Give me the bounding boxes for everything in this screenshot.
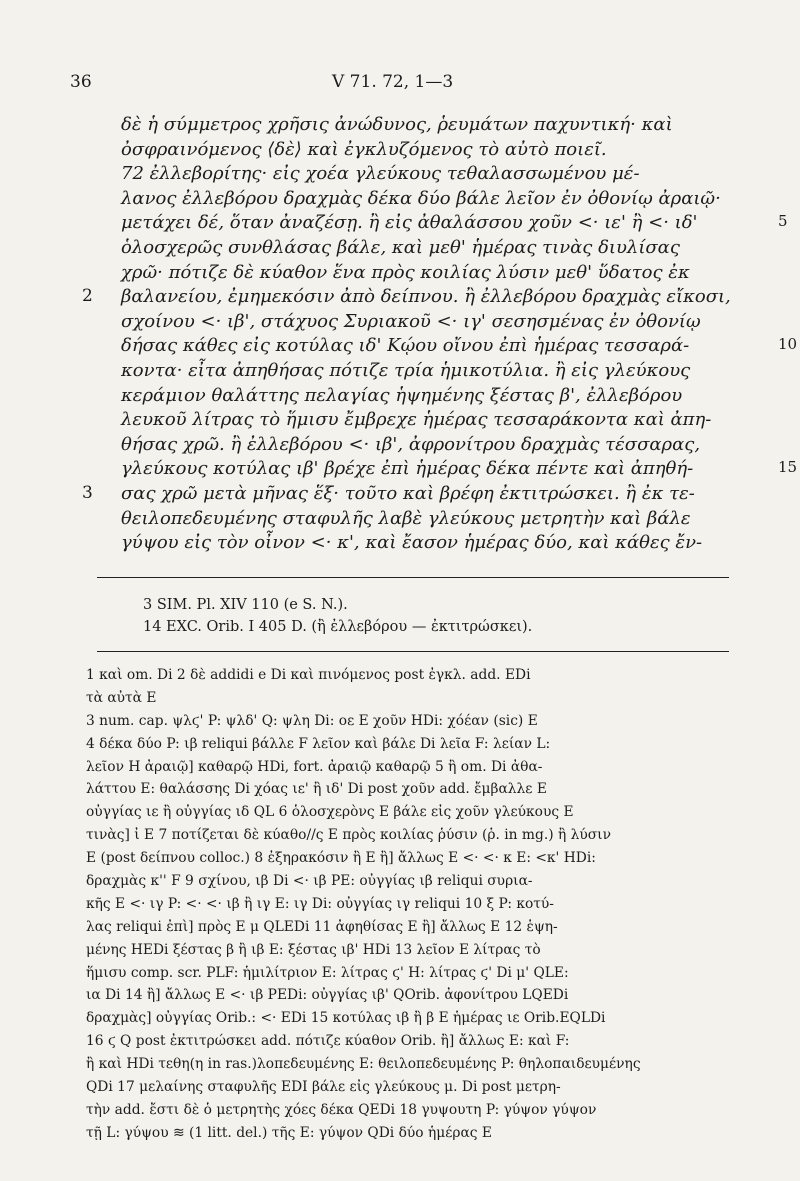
apparatus-line: [0, 827, 800, 850]
apparatus-text: λεῖον H ἀραιῷ] καθαρῷ HDi, fort. ἀραιῷ καθαρῷ 5 ἢ om. Di ἀθα-: [86, 758, 543, 775]
apparatus-text: ἥμισυ comp. scr. PLF: ἡμιλίτριον E: λίτρας ϛ' H: λίτρας ϛ' Di μ' QLE:: [86, 964, 569, 981]
line-number: 10: [778, 335, 798, 354]
line-text: δὲ ἡ σύμμετρος χρῆσις ἀνώδυνος, ῥευμάτων παχυντική· καὶ: [121, 114, 673, 135]
text-line: [0, 483, 800, 508]
running-title: V 71. 72, 1—3: [332, 72, 454, 92]
text-line: [0, 114, 800, 139]
apparatus-text: 1 καὶ om. Di 2 δὲ addidi e Di καὶ πινόμενος post ἐγκλ. add. EDi: [86, 667, 531, 683]
main-text: [0, 114, 800, 557]
apparatus-line: [0, 850, 800, 873]
apparatus-text: 3 num. cap. ψλϛ' P: ψλδ' Q: ψλη Di: οε E χοῦν HDi: χόέαν (sic) E: [86, 712, 538, 729]
apparatus-text: οὐγγίας ιε ἢ οὐγγίας ιδ QL 6 ὁλοσχερὸνς E βάλε εἰς χοῦν γλεύκους E: [86, 804, 574, 821]
section-number: 3: [82, 482, 93, 503]
apparatus-text: δραχμὰς κ'' F 9 σχίνου, ιβ Di <· ιβ PE: οὐγγίας ιβ reliqui συρια-: [86, 873, 533, 890]
text-line: [0, 188, 800, 213]
sources-rule: [97, 651, 729, 652]
apparatus-line: [0, 759, 800, 782]
apparatus-line: [0, 1079, 800, 1102]
apparatus-line: [0, 873, 800, 896]
text-line: [0, 286, 800, 311]
line-text: κοντα· εἶτα ἀπηθήσας πότιζε τρία ἡμικοτύλια. ἢ εἰς γλεύκους: [121, 359, 691, 381]
apparatus-line: [0, 965, 800, 988]
line-text: μετάχει δέ, ὅταν ἀναζέσῃ. ἢ εἰς ἀθαλάσσου χοῦν <· ιε' ἢ <· ιδ': [121, 212, 698, 234]
text-line: [0, 335, 800, 360]
apparatus-line: [0, 1010, 800, 1033]
section-number: 2: [82, 286, 93, 307]
apparatus-line: [0, 713, 800, 736]
text-line: [0, 237, 800, 262]
line-text: γύψου εἰς τὸν οἶνον <· κ', καὶ ἔασον ἡμέρας δύο, καὶ κάθες ἔν-: [121, 532, 703, 554]
apparatus-line: [0, 942, 800, 965]
line-text: γλεύκους κοτύλας ιβ' βρέχε ἐπὶ ἡμέρας δέκα πέντε καὶ ἀπηθή-: [121, 458, 694, 480]
line-text: λευκοῦ λίτρας τὸ ἥμισυ ἔμβρεχε ἡμέρας τεσσαράκοντα καὶ ἀπη-: [121, 409, 712, 431]
line-text: σας χρῶ μετὰ μῆνας ἕξ· τοῦτο καὶ βρέφη ἐκτιτρώσκει. ἢ ἐκ τε-: [121, 482, 695, 504]
text-line: [0, 532, 800, 557]
line-text: χρῶ· πότιζε δὲ κύαθον ἕνα πρὸς κοιλίας λύσιν μεθ' ὕδατος ἐκ: [121, 261, 690, 283]
apparatus-text: ἢ καὶ HDi τεθη(η in ras.)λοπεδευμένης E: θειλοπεδευμένης P: θηλοπαιδευμένης: [86, 1056, 641, 1073]
source-line: [0, 619, 800, 641]
line-number: 15: [778, 458, 798, 477]
apparatus-line: [0, 987, 800, 1010]
apparatus-text: κῆς E <· ιγ P: <· <· ιβ ἢ ιγ E: ιγ Di: οὐγγίας ιγ reliqui 10 ξ P: κοτύ-: [86, 895, 554, 912]
text-line: [0, 385, 800, 410]
page-number: 36: [70, 72, 92, 92]
apparatus-text: τῇ L: γύψου ≋ (1 litt. del.) τῆς E: γύψον QDi δύο ἡμέρας E: [86, 1124, 492, 1141]
text-line: [0, 409, 800, 434]
line-text: 72 ἐλλεβορίτης· εἰς χοέα γλεύκους τεθαλασσωμένου μέ-: [121, 163, 640, 185]
line-text: ὀσφραινόμενος ⟨δὲ⟩ καὶ ἐγκλυζόμενος τὸ αὐτὸ ποιεῖ.: [121, 138, 607, 160]
text-line: [0, 458, 800, 483]
page-header: [0, 72, 800, 96]
apparatus-text: μένης HEDi ξέστας β ἢ ιβ E: ξέστας ιβ' HDi 13 λεῖον E λίτρας τὸ: [86, 941, 541, 958]
text-line: [0, 360, 800, 385]
sources-block: [0, 597, 800, 641]
apparatus-text: λας reliqui ἐπὶ] πρὸς E μ QLEDi 11 ἀφηθίσας E ἢ] ἄλλως E 12 ἑψη-: [86, 918, 558, 935]
line-text: σχοίνου <· ιβ', στάχυος Συριακοῦ <· ιγ' σεσησμένας ἐν ὀθονίῳ: [121, 310, 701, 332]
apparatus-text: E (post δείπνου colloc.) 8 ἐξηρακόσιν ἢ E ἢ] ἄλλως E <· <· κ E: <κ' HDi:: [86, 850, 596, 867]
apparatus-line: [0, 919, 800, 942]
apparatus-text: 4 δέκα δύο P: ιβ reliqui βάλλε F λεῖον καὶ βάλε Di λεῖα F: λείαν L:: [86, 735, 551, 752]
apparatus-line: [0, 690, 800, 713]
apparatus-text: ια Di 14 ἢ] ἄλλως E <· ιβ PEDi: οὐγγίας ιβ' QOrib. ἀφονίτρου LQEDi: [86, 987, 569, 1004]
critical-apparatus: [0, 667, 800, 1148]
apparatus-line: [0, 1033, 800, 1056]
apparatus-line: [0, 804, 800, 827]
apparatus-text: δραχμὰς] οὐγγίας Orib.: <· EDi 15 κοτύλας ιβ ἢ β E ἡμέρας ιε Orib.EQLDi: [86, 1010, 606, 1027]
apparatus-text: τὴν add. ἔστι δὲ ὁ μετρητὴς χόες δέκα QEDi 18 γυψουτη P: γύψον γύψον: [86, 1101, 597, 1118]
text-line: [0, 434, 800, 459]
apparatus-text: τὰ αὐτὰ E: [86, 689, 157, 706]
line-text: ὁλοσχερῶς συνθλάσας βάλε, καὶ μεθ' ἡμέρας τινὰς διυλίσας: [121, 236, 680, 258]
text-line: [0, 212, 800, 237]
line-text: λανος ἐλλεβόρου δραχμὰς δέκα δύο βάλε λεῖον ἐν ὀθονίῳ ἀραιῷ·: [121, 187, 721, 209]
apparatus-text: λάττου E: θαλάσσης Di χόας ιε' ἢ ιδ' Di post χοῦν add. ἔμβαλλε E: [86, 781, 547, 798]
line-text: θήσας χρῶ. ἢ ἐλλεβόρου <· ιβ', ἀφρονίτρου δραχμὰς τέσσαρας,: [121, 433, 701, 455]
apparatus-line: [0, 896, 800, 919]
text-line: [0, 262, 800, 287]
line-number: 5: [778, 212, 788, 231]
apparatus-line: [0, 1125, 800, 1148]
text-line: [0, 139, 800, 164]
apparatus-line: [0, 1102, 800, 1125]
apparatus-text: 16 ϛ Q post ἐκτιτρώσκει add. πότιζε κύαθον Orib. ἢ] ἄλλως E: καὶ F:: [86, 1033, 570, 1050]
line-text: βαλανείου, ἐμημεκόσιν ἀπὸ δείπνου. ἢ ἐλλεβόρου δραχμὰς εἴκοσι,: [121, 286, 731, 308]
source-text: 3 SIM. Pl. XIV 110 (e S. N.).: [143, 597, 348, 613]
source-text: 14 EXC. Orib. I 405 D. (ἢ ἐλλεβόρου — ἐκτιτρώσκει).: [143, 619, 533, 635]
apparatus-line: [0, 667, 800, 690]
apparatus-line: [0, 781, 800, 804]
line-text: θειλοπεδευμένης σταφυλῆς λαβὲ γλεύκους μετρητὴν καὶ βάλε: [121, 507, 691, 529]
text-line: [0, 311, 800, 336]
text-line: [0, 163, 800, 188]
line-text: κεράμιον θαλάττης πελαγίας ἡψημένης ξέστας β', ἐλλεβόρου: [121, 384, 683, 406]
apparatus-line: [0, 1056, 800, 1079]
text-line: [0, 508, 800, 533]
apparatus-text: τινὰς] ἰ E 7 ποτίζεται δὲ κύαθο//ς E πρὸς κοιλίας ῥύσιν (ῥ. in mg.) ἢ λύσιν: [86, 827, 611, 844]
main-text-rule: [97, 577, 729, 578]
apparatus-text: QDi 17 μελαίνης σταφυλῆς EDI βάλε εἰς γλεύκους μ. Di post μετρη-: [86, 1079, 561, 1096]
source-line: [0, 597, 800, 619]
apparatus-line: [0, 736, 800, 759]
line-text: δήσας κάθες εἰς κοτύλας ιδ' Κῴου οἴνου ἐπὶ ἡμέρας τεσσαρά-: [121, 335, 690, 357]
